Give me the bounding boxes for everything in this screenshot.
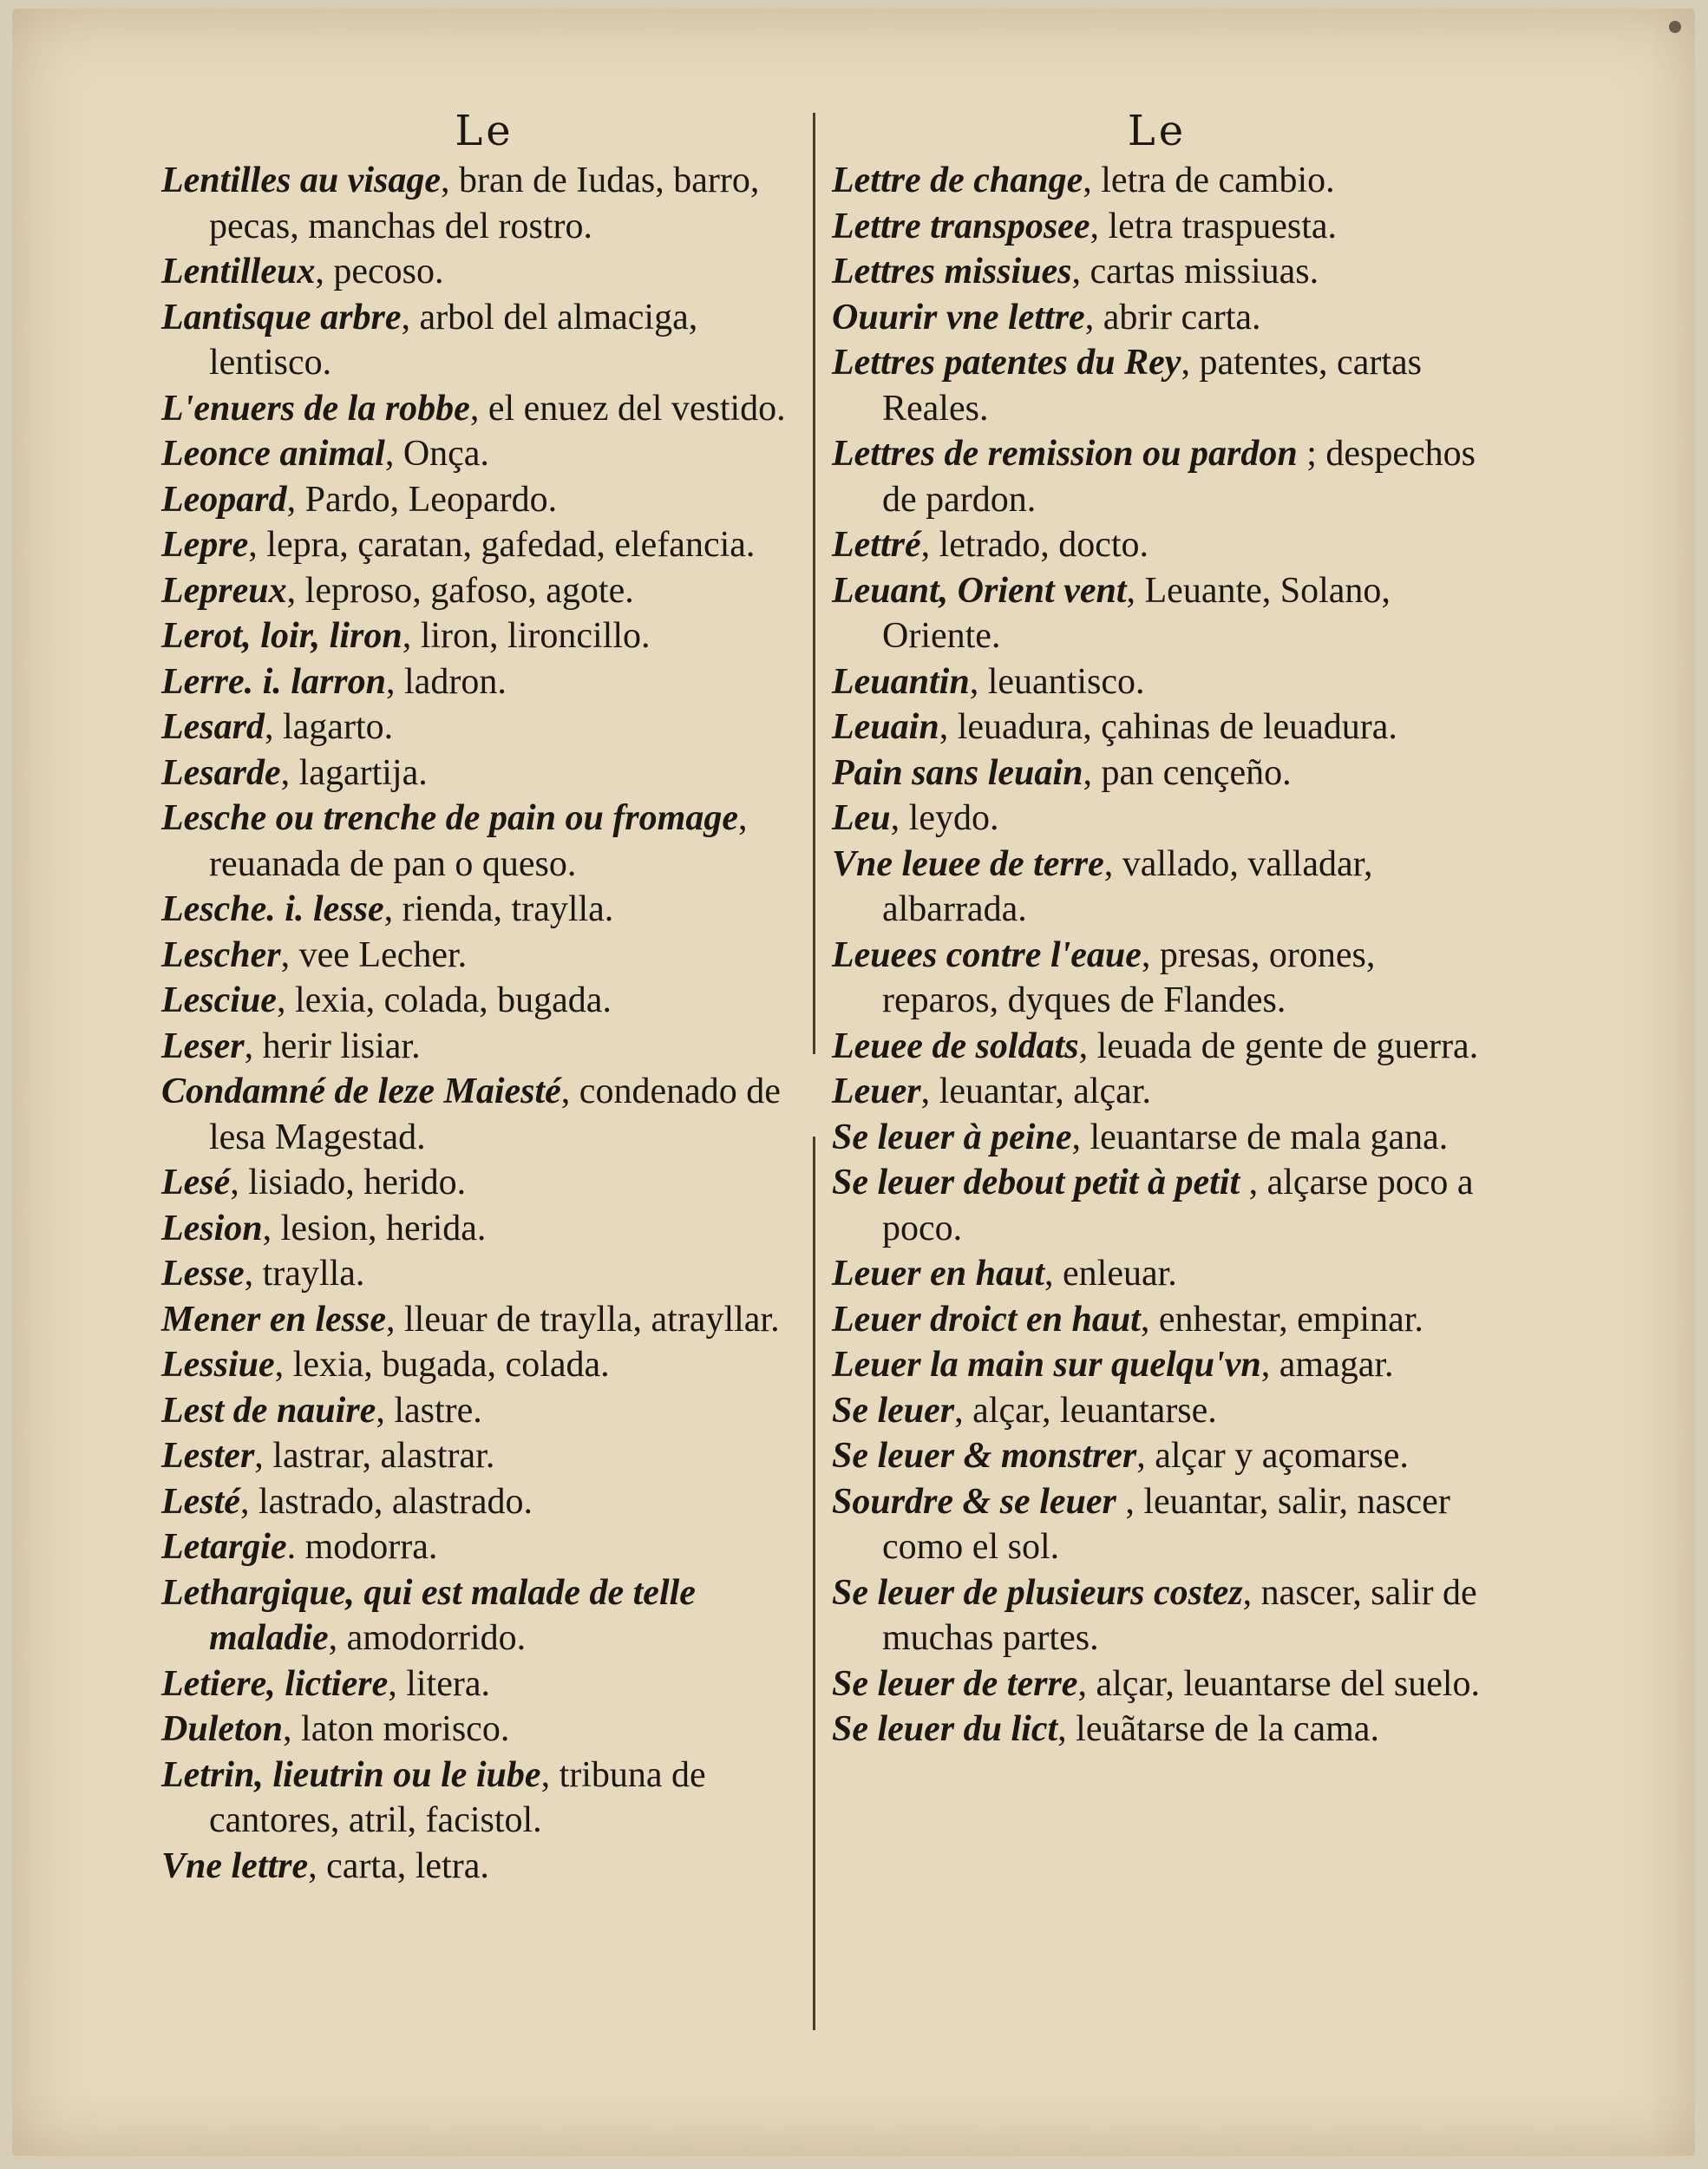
entry-separator: , — [969, 661, 988, 702]
dictionary-entry — [161, 1069, 808, 1160]
entry-translation: nascer, salir de muchas partes. — [882, 1572, 1477, 1658]
entry-headword: Lentilleux — [161, 252, 316, 292]
dictionary-entry — [832, 1707, 1482, 1753]
dictionary-entry — [161, 1251, 808, 1297]
entry-translation: letra de cambio. — [1101, 161, 1335, 200]
dictionary-entry — [161, 750, 808, 796]
entry-headword: Vne leuee de terre — [832, 843, 1104, 884]
dictionary-entry — [832, 750, 1482, 796]
entry-separator: , — [328, 1618, 347, 1658]
dictionary-entry — [161, 431, 808, 477]
entry-headword: Leuer en haut — [832, 1254, 1045, 1294]
dictionary-entry — [832, 1433, 1482, 1479]
entry-headword: Se leuer de plusieurs costez — [832, 1572, 1243, 1613]
entry-headword: Lepre — [161, 525, 249, 565]
entry-translation: enhestar, empinar. — [1158, 1299, 1423, 1340]
entry-translation: liron, lironcillo. — [420, 616, 651, 656]
entry-separator: , — [248, 525, 267, 565]
entry-translation: despechos de pardon. — [882, 434, 1476, 520]
dictionary-entry — [161, 1342, 808, 1388]
entry-translation: presas, orones, reparos, dyques de Flandes. — [882, 934, 1376, 1020]
entry-separator: , — [737, 798, 748, 838]
dictionary-entry — [161, 1206, 808, 1252]
entry-translation: laton morisco. — [301, 1709, 510, 1749]
entry-separator: , — [385, 1299, 404, 1340]
dictionary-entry — [161, 1570, 808, 1661]
entry-translation: litera. — [406, 1663, 490, 1704]
ink-spot — [1669, 21, 1681, 33]
entry-translation: modorra. — [304, 1527, 438, 1567]
dictionary-entry — [161, 1297, 808, 1343]
entry-separator: , — [308, 1845, 327, 1886]
dictionary-entry — [832, 1297, 1482, 1343]
book-page — [12, 9, 1695, 2156]
entry-translation: Leuante, Solano, Oriente. — [882, 570, 1391, 656]
entry-translation: traylla. — [262, 1254, 365, 1294]
entry-translation: lisiado, herido. — [248, 1163, 467, 1202]
dictionary-entry — [161, 1707, 808, 1753]
entry-translation: bran de Iudas, barro, pecas, manchas del rostro. — [209, 161, 760, 246]
entry-translation: leydo. — [908, 798, 999, 838]
entry-translation: Onça. — [402, 434, 489, 474]
dictionary-entry — [832, 158, 1482, 204]
column-rule-upper — [813, 113, 815, 1054]
dictionary-entry — [161, 796, 808, 887]
entry-headword: Se leuer à peine — [832, 1117, 1072, 1157]
dictionary-entry — [832, 1024, 1482, 1070]
entry-separator: , — [262, 1208, 281, 1248]
entry-translation: leuantar, alçar. — [939, 1071, 1151, 1111]
entry-separator: , — [1083, 752, 1102, 793]
entry-headword: Leuain — [832, 707, 939, 747]
entry-headword: Lettré — [832, 525, 921, 565]
entry-separator: , — [315, 252, 334, 292]
entry-translation: amagar. — [1279, 1345, 1394, 1385]
entry-translation: leuada de gente de guerra. — [1096, 1026, 1479, 1066]
entry-separator: , — [1141, 934, 1160, 975]
entry-translation: lastre. — [394, 1390, 482, 1431]
entry-separator: , — [1071, 252, 1090, 292]
entry-translation: alçar, leuantarse. — [972, 1390, 1217, 1431]
entry-translation: rienda, traylla. — [402, 889, 614, 929]
entry-separator: , — [265, 707, 283, 747]
entry-headword: Se leuer de terre — [832, 1663, 1078, 1704]
entry-translation: leproso, gafoso, agote. — [304, 570, 634, 611]
dictionary-entry — [161, 522, 808, 568]
entry-headword: L'enuers de la robbe — [161, 388, 470, 429]
dictionary-entry — [161, 295, 808, 386]
dictionary-entry — [161, 1024, 808, 1070]
dictionary-entry — [832, 704, 1482, 750]
entry-separator: , — [1090, 206, 1109, 246]
entry-separator: , — [1084, 297, 1103, 337]
entry-separator: , — [402, 616, 421, 656]
entry-separator: , — [1126, 570, 1145, 611]
entry-translation: lagartija. — [298, 752, 428, 793]
entry-headword: Pain sans leuain — [832, 752, 1083, 793]
entry-headword: Leopard — [161, 479, 287, 520]
entry-translation: tribuna de cantores, atril, facistol. — [209, 1754, 706, 1840]
dictionary-entry — [832, 933, 1482, 1024]
entry-translation: vee Lecher. — [298, 934, 468, 975]
entry-separator: , — [1083, 161, 1102, 200]
entry-translation: leuadura, çahinas de leuadura. — [957, 707, 1397, 747]
dictionary-entry — [832, 249, 1482, 295]
entry-headword: Lester — [161, 1436, 255, 1476]
dictionary-entry — [161, 1160, 808, 1206]
entry-translation: ladron. — [404, 661, 507, 702]
entry-headword: Lescher — [161, 934, 281, 975]
entry-headword: Lesion — [161, 1208, 263, 1248]
entry-translation: condenado de lesa Magestad. — [209, 1071, 781, 1157]
entry-headword: Leuer — [832, 1071, 921, 1111]
entry-headword: Leuantin — [832, 661, 970, 702]
dictionary-entry — [161, 1479, 808, 1525]
dictionary-entry — [832, 568, 1482, 659]
entry-separator: , — [1044, 1254, 1063, 1294]
entry-separator: , — [384, 434, 403, 474]
entry-separator: , — [276, 980, 295, 1020]
dictionary-entry — [161, 704, 808, 750]
entry-headword: Lesche. i. lesse — [161, 889, 384, 929]
entry-headword: Se leuer debout petit à petit — [832, 1163, 1240, 1202]
entry-headword: Leu — [832, 798, 891, 838]
entry-headword: Se leuer — [832, 1390, 955, 1431]
entry-separator: , — [920, 1071, 939, 1111]
entry-translation: carta, letra. — [326, 1845, 489, 1886]
dictionary-entry — [161, 978, 808, 1024]
entry-headword: Ouurir vne lettre — [832, 297, 1085, 337]
entry-separator: , — [230, 1163, 249, 1202]
entry-separator: , — [1140, 1299, 1159, 1340]
entry-translation: pan cençeño. — [1101, 752, 1292, 793]
dictionary-entry — [832, 295, 1482, 341]
entry-headword: Lettres de remission ou pardon — [832, 434, 1298, 474]
entry-separator: , — [244, 1254, 263, 1294]
entry-headword: Lettre de change — [832, 161, 1083, 200]
entry-headword: Lepreux — [161, 570, 287, 611]
entry-separator: , — [890, 798, 909, 838]
entry-separator: , — [560, 1071, 579, 1111]
dictionary-entry — [832, 659, 1482, 705]
entry-separator: , — [1071, 1117, 1090, 1157]
entry-separator: , — [388, 1663, 407, 1704]
entry-headword: Lesard — [161, 707, 265, 747]
entry-separator: , — [1116, 1481, 1144, 1522]
dictionary-entry — [832, 1115, 1482, 1161]
entry-headword: Lentilles au visage — [161, 161, 441, 200]
left-running-header: Le — [455, 107, 514, 155]
entry-separator: , — [1260, 1345, 1279, 1385]
dictionary-entry — [832, 204, 1482, 250]
dictionary-entry — [161, 887, 808, 933]
right-running-header: Le — [1127, 107, 1188, 155]
dictionary-entry — [832, 431, 1482, 522]
entry-headword: Lest de nauire — [161, 1390, 376, 1431]
dictionary-entry — [832, 340, 1482, 431]
dictionary-entry — [832, 1069, 1482, 1115]
dictionary-entry — [832, 1570, 1482, 1661]
entry-headword: Sourdre & se leuer — [832, 1481, 1116, 1522]
entry-translation: lagarto. — [283, 707, 394, 747]
dictionary-entry — [161, 249, 808, 295]
entry-translation: lastrado, alastrado. — [258, 1481, 533, 1522]
dictionary-entry — [161, 1433, 808, 1479]
entry-headword: Lerot, loir, liron — [161, 616, 402, 656]
entry-separator: , — [376, 1390, 395, 1431]
entry-separator: , — [283, 1709, 302, 1749]
entry-separator: , — [939, 707, 958, 747]
entry-translation: lastrar, alastrar. — [272, 1436, 495, 1476]
dictionary-entry — [161, 386, 808, 432]
entry-separator: , — [1103, 843, 1122, 884]
dictionary-entry — [832, 796, 1482, 842]
dictionary-entry — [161, 158, 808, 249]
entry-headword: Lettres patentes du Rey — [832, 343, 1181, 383]
entry-separator: , — [386, 661, 405, 702]
entry-separator: , — [239, 1481, 258, 1522]
dictionary-entry — [161, 1844, 808, 1890]
entry-headword: Lantisque arbre — [161, 297, 402, 337]
entry-headword: Se leuer du lict — [832, 1709, 1058, 1749]
entry-translation: amodorrido. — [346, 1618, 527, 1658]
entry-translation: alçar y açomarse. — [1155, 1436, 1409, 1476]
entry-translation: lepra, çaratan, gafedad, elefancia. — [266, 525, 756, 565]
entry-headword: Letargie — [161, 1527, 287, 1567]
entry-separator: , — [401, 297, 420, 337]
entry-separator: , — [286, 479, 305, 520]
entry-separator: , — [540, 1754, 560, 1795]
entry-translation: Pardo, Leopardo. — [304, 479, 558, 520]
dictionary-entry — [161, 568, 808, 614]
entry-translation: abrir carta. — [1103, 297, 1261, 337]
dictionary-entry — [832, 1251, 1482, 1297]
dictionary-entry — [161, 1388, 808, 1434]
entry-separator: . — [286, 1527, 305, 1567]
entry-translation: letra traspuesta. — [1108, 206, 1338, 246]
entry-translation: lesion, herida. — [280, 1208, 487, 1248]
dictionary-entry — [161, 1661, 808, 1707]
entry-headword: Leuee de soldats — [832, 1026, 1079, 1066]
entry-separator: , — [280, 752, 299, 793]
entry-separator: , — [1077, 1663, 1096, 1704]
entry-translation: reuanada de pan o queso. — [209, 843, 577, 884]
entry-translation: lleuar de traylla, atrayllar. — [403, 1299, 780, 1340]
column-rule-lower — [813, 1137, 815, 2030]
entry-headword: Lettres missiues — [832, 252, 1072, 292]
entry-headword: Letrin, lieutrin ou le iube — [161, 1754, 541, 1795]
dictionary-entry — [161, 1753, 808, 1844]
dictionary-entry — [161, 933, 808, 979]
entry-separator: , — [440, 161, 459, 200]
entry-separator: , — [469, 388, 488, 429]
entry-separator: , — [1181, 343, 1200, 383]
entry-headword: Leonce animal — [161, 434, 385, 474]
entry-headword: Condamné de leze Maiesté — [161, 1071, 561, 1111]
dictionary-entry — [832, 1479, 1482, 1570]
entry-separator: , — [244, 1026, 263, 1066]
dictionary-entry — [832, 1342, 1482, 1388]
entry-translation: leuãtarse de la cama. — [1076, 1709, 1379, 1749]
entry-headword: Lessiue — [161, 1345, 275, 1385]
dictionary-entry — [161, 1524, 808, 1570]
entry-separator: ; — [1297, 434, 1326, 474]
entry-headword: Lettre transposee — [832, 206, 1090, 246]
entry-headword: Lesche ou trenche de pain ou fromage — [161, 798, 738, 838]
entry-separator: , — [280, 934, 299, 975]
entry-headword: Lethargique, qui est malade de telle maladie — [161, 1572, 696, 1658]
dictionary-entry — [161, 613, 808, 659]
entry-translation: patentes, cartas Reales. — [882, 343, 1422, 429]
entry-translation: cartas missiuas. — [1090, 252, 1319, 292]
entry-translation: alçar, leuantarse del suelo. — [1096, 1663, 1481, 1704]
entry-separator: , — [274, 1345, 293, 1385]
right-column — [832, 104, 1482, 1753]
dictionary-entry — [161, 659, 808, 705]
entry-translation: enleuar. — [1063, 1254, 1177, 1294]
entry-headword: Letiere, lictiere — [161, 1663, 389, 1704]
dictionary-entry — [832, 1160, 1482, 1251]
entry-headword: Lesciue — [161, 980, 277, 1020]
entry-translation: letrado, docto. — [939, 525, 1149, 565]
entry-separator: , — [1240, 1163, 1267, 1202]
right-entries — [832, 158, 1482, 1753]
entry-headword: Lerre. i. larron — [161, 661, 387, 702]
entry-translation: el enuez del vestido. — [488, 388, 786, 429]
entry-headword: Leser — [161, 1026, 245, 1066]
entry-headword: Leuees contre l'eaue — [832, 934, 1142, 975]
entry-separator: , — [920, 525, 939, 565]
entry-translation: pecoso. — [333, 252, 444, 292]
entry-translation: leuantisco. — [987, 661, 1145, 702]
entry-headword: Duleton — [161, 1709, 284, 1749]
entry-translation: lexia, bugada, colada. — [292, 1345, 610, 1385]
entry-headword: Lesé — [161, 1163, 231, 1202]
entry-headword: Lesse — [161, 1254, 245, 1294]
entry-separator: , — [254, 1436, 273, 1476]
entry-separator: , — [1057, 1709, 1076, 1749]
dictionary-entry — [832, 522, 1482, 568]
entry-headword: Vne lettre — [161, 1845, 309, 1886]
dictionary-entry — [832, 1388, 1482, 1434]
entry-separator: , — [1078, 1026, 1097, 1066]
entry-headword: Lesarde — [161, 752, 281, 793]
entry-headword: Leuer la main sur quelqu'vn — [832, 1345, 1261, 1385]
entry-separator: , — [1136, 1436, 1155, 1476]
entry-translation: herir lisiar. — [262, 1026, 421, 1066]
entry-headword: Lesté — [161, 1481, 240, 1522]
entry-translation: leuantar, salir, nascer como el sol. — [882, 1481, 1450, 1567]
dictionary-entry — [832, 842, 1482, 933]
entry-headword: Leuer droict en haut — [832, 1299, 1141, 1340]
entry-separator: , — [954, 1390, 973, 1431]
dictionary-entry — [832, 1661, 1482, 1707]
entry-translation: vallado, valladar, albarrada. — [882, 843, 1373, 929]
left-entries — [161, 158, 808, 1889]
entry-translation: leuantarse de mala gana. — [1090, 1117, 1449, 1157]
dictionary-entry — [161, 477, 808, 523]
entry-headword: Leuant, Orient vent — [832, 570, 1127, 611]
entry-separator: , — [286, 570, 305, 611]
entry-separator: , — [383, 889, 402, 929]
entry-translation: alçarse poco a poco. — [882, 1163, 1474, 1248]
entry-separator: , — [1242, 1572, 1261, 1613]
entry-headword: Se leuer & monstrer — [832, 1436, 1137, 1476]
left-column — [161, 104, 808, 1889]
entry-translation: lexia, colada, bugada. — [294, 980, 612, 1020]
entry-translation: arbol del almaciga, lentisco. — [209, 297, 698, 383]
entry-headword: Mener en lesse — [161, 1299, 386, 1340]
